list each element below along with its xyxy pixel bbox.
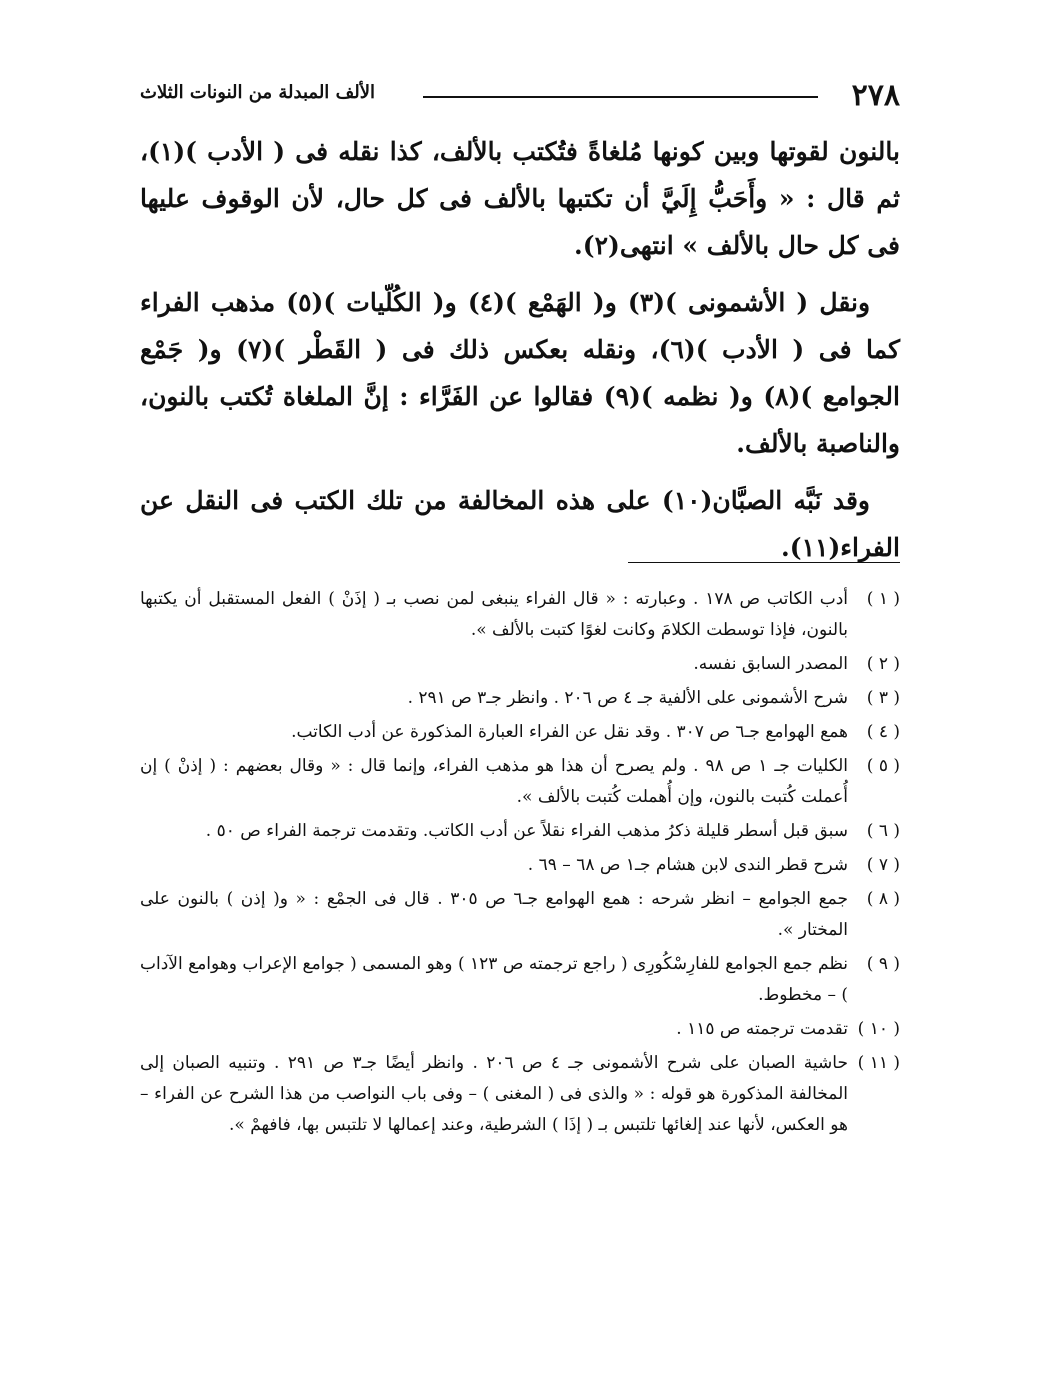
footnote [140,1048,900,1141]
footnote-text: المصدر السابق نفسه. [693,654,848,674]
page-header [140,78,900,118]
footnote [140,683,900,714]
header-rule [423,96,818,98]
footnote-text: سبق قبل أسطر قليلة ذكرُ مذهب الفراء نقلاً عن أدب الكاتب. وتقدمت ترجمة الفراء ص ٥٠ . [205,821,848,841]
footnote [140,584,900,646]
footnote-number: ( ١٠ ) [857,1019,900,1039]
footnote-text: شرح الأشمونى على الألفية جـ ٤ ص ٢٠٦ . وانظر جـ٣ ص ٢٩١ . [407,688,848,708]
footnote-separator [628,562,900,563]
footnote-text: حاشية الصبان على شرح الأشمونى جـ ٤ ص ٢٠٦ . وانظر أيضًا جـ٣ ص ٢٩١ . وتنبيه الصبان إلى المخالفة المذكورة هو قوله : « والذى فى ( المغنى ) – وفى باب النواصب من هذا الشرح عن الفراء – هو العكس، لأنها عند إلغائها تلتبس بـ ( إذَا ) الشرطية، وعند إعمالها لا تلتبس بها، فافهمْ ». [140,1053,848,1135]
footnote [140,1014,900,1045]
footnote-number: ( ٤ ) [866,722,900,742]
footnote [140,850,900,881]
footnote-text: همع الهوامع جـ٦ ص ٣٠٧ . وقد نقل عن الفراء العبارة المذكورة عن أدب الكاتب. [291,722,848,742]
footnote-number: ( ٣ ) [866,688,900,708]
paragraph: بالنون لقوتها وبين كونها مُلغاةً فتُكتب بالألف، كذا نقله فى ( الأدب )(١)، ثم قال : « وأَحَبُّ إِلَيَّ أن تكتبها بالألف فى كل حال، لأن الوقوف عليها فى كل حال بالألف » انتهى(٢). [140,137,900,260]
footnote-text: أدب الكاتب ص ١٧٨ . وعبارته : « قال الفراء ينبغى لمن نصب بـ ( إذَنْ ) الفعل المستقبل أن يكتبها بالنون، فإذا توسطت الكلامَ وكانت لغوًا كتبت بالألف ». [140,589,848,640]
footnote [140,717,900,748]
footnote-number: ( ٢ ) [866,654,900,674]
main-text [140,128,900,581]
footnote-text: تقدمت ترجمته ص ١١٥ . [676,1019,848,1039]
footnote-number: ( ١١ ) [857,1053,900,1073]
footnote [140,816,900,847]
footnote-text: نظم جمع الجوامع للفارِسْكُورِى ( راجع ترجمته ص ١٢٣ ) وهو المسمى ( جوامع الإعراب وهوامع الآداب ) – مخطوط. [140,954,848,1005]
footnote [140,884,900,946]
footnote-number: ( ٥ ) [866,756,900,776]
footnote-text: الكليات جـ ١ ص ٩٨ . ولم يصرح أن هذا هو مذهب الفراء، وإنما قال : « وقال بعضهم : ( إذنْ ) إن أُعملت كُتبت بالنون، وإن أُهملت كُتبت بالألف ». [140,756,849,807]
paragraph: وقد نَبَّه الصبَّان(١٠) على هذه المخالفة من تلك الكتب فى النقل عن الفراء(١١). [140,486,900,562]
paragraph: ونقل ( الأشمونى )(٣) و( الهَمْع )(٤) و( الكُلّيات )(٥) مذهب الفراء كما فى ( الأدب )(٦)، ونقله بعكس ذلك فى ( القَطْر )(٧) و( جَمْع الجوامع )(٨) و( نظمه )(٩) فقالوا عن الفَرَّاء : إنَّ الملغاة تُكتب بالنون، والناصبة بالألف. [140,288,901,458]
footnote-text: شرح قطر الندى لابن هشام جـ١ ص ٦٨ – ٦٩ . [527,855,848,875]
footnote [140,949,900,1011]
page-number: ٢٧٨ [851,78,900,113]
footnotes [140,584,900,1144]
running-title: الألف المبدلة من النونات الثلاث [140,82,375,103]
footnote-number: ( ٨ ) [866,889,900,909]
footnote-number: ( ٧ ) [866,855,900,875]
footnote-number: ( ١ ) [866,589,900,609]
footnote-number: ( ٦ ) [866,821,900,841]
footnote-text: جمع الجوامع – انظر شرحه : همع الهوامع جـ٦ ص ٣٠٥ . قال فى الجمْع : « و( إذن ) بالنون على المختار ». [140,889,848,940]
footnote [140,649,900,680]
footnote [140,751,900,813]
footnote-number: ( ٩ ) [866,954,900,974]
